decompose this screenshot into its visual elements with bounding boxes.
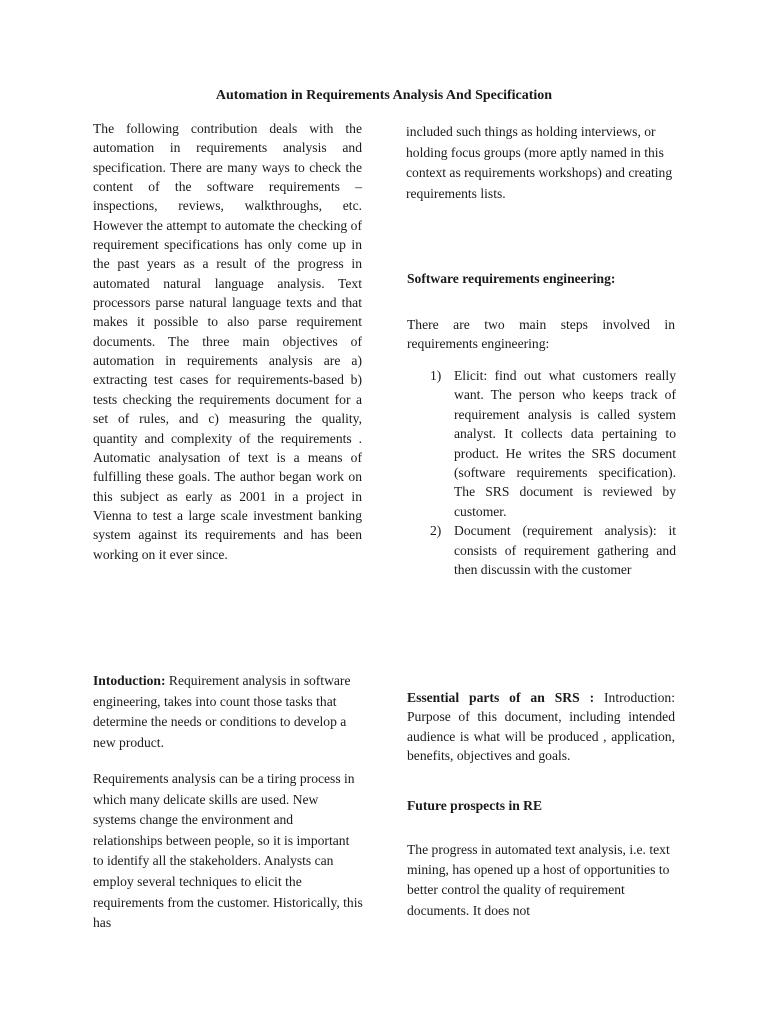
abstract-paragraph: The following contribution deals with the automation in requirements analysis and specification. There are many ways to check the content of the software requirements – inspections, reviews, walkthroughs, etc. However the attempt to automate the checking of requirement specifications has only come up in the past years as a result of the progress in automated natural language analysis. Text processors parse natural language texts and that makes it possible to also parse requirement documents. The three main objectives of automation in requirements analysis are a) extracting test cases for requirements-based b) tests checking the requirements document for a set of rules, and c) measuring the quality, quantity and complexity of the requirements . Automatic analysation of text is a means of fulfilling these goals. The author began work on this subject as early as 2001 in a project in Vienna to test a large scale investment banking system against its requirements and has been working on it ever since. <box>93 121 362 562</box>
continuation-paragraph: included such things as holding interviews, or holding focus groups (more aptly named in this context as requirements workshops) and creating requirements lists. <box>406 124 673 201</box>
steps-intro-paragraph: There are two main steps involved in requirements engineering: <box>407 317 675 352</box>
introduction-text: Requirement analysis in software engineering, takes into count those tasks that determine the needs or conditions to develop a new product. <box>93 673 351 750</box>
list-item <box>430 366 676 521</box>
introduction-label: Intoduction: <box>93 673 166 688</box>
list-item-number: 2) <box>430 523 442 539</box>
future-prospects-heading: Future prospects in RE <box>407 798 543 813</box>
steps-list <box>430 366 676 579</box>
requirements-analysis-paragraph: Requirements analysis can be a tiring process in which many delicate skills are used. New systems change the environment and relationships between people, so it is important to identify all the stakeholders. Analysts can employ several techniques to elicit the requirements from the customer. Historically, this has <box>93 771 363 931</box>
srs-parts-paragraph <box>407 688 675 765</box>
document-title: Automation in Requirements Analysis And Specification <box>215 88 553 103</box>
list-item-number: 1) <box>430 368 442 383</box>
list-item-text: Elicit: find out what customers really want. The person who keeps track of requirement analysis is called system analyst. It collects data pertaining to product. He writes the SRS document (software requirements specification). The SRS document is reviewed by customer. <box>454 368 676 519</box>
srs-parts-label: Essential parts of an SRS : <box>407 690 595 705</box>
srs-parts-text: Introduction: Purpose of this document, including intended audience is what will be produced , application, benefits, objectives and goals. <box>407 690 675 764</box>
list-item <box>430 521 676 579</box>
list-item-text: Document (requirement analysis): it consists of requirement gathering and then discussin with the customer <box>454 523 676 578</box>
introduction-paragraph <box>93 671 361 753</box>
software-requirements-engineering-heading: Software requirements engineering: <box>407 271 616 286</box>
future-prospects-paragraph: The progress in automated text analysis, i.e. text mining, has opened up a host of opportunities to better control the quality of requirement documents. It does not <box>407 842 670 918</box>
